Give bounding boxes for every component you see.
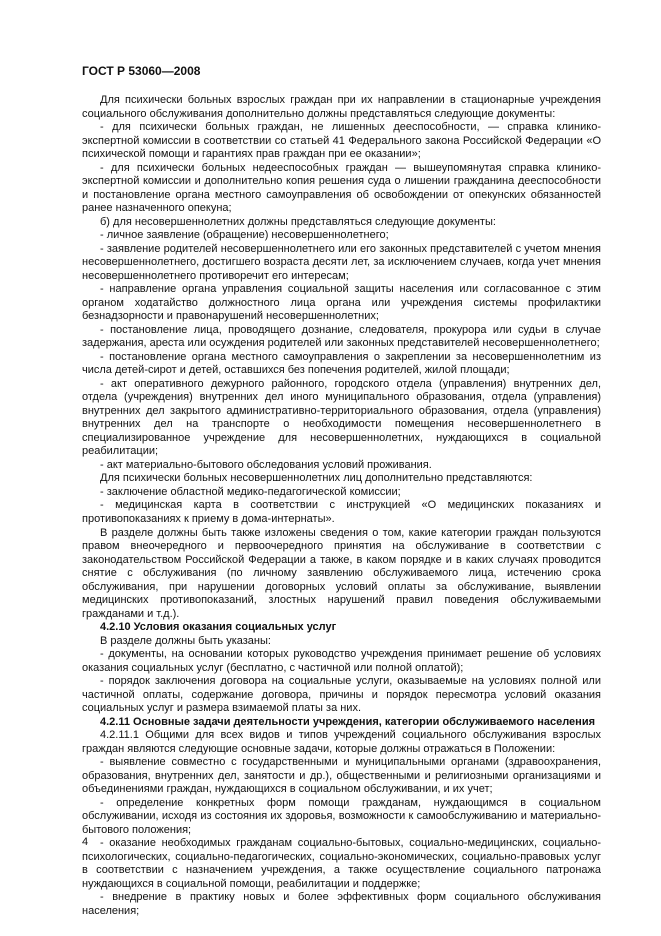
section-heading-4-2-11: 4.2.11 Основные задачи деятельности учреждения, категории обслуживаемого населения [100, 715, 595, 728]
section-heading-4-2-10: 4.2.10 Условия оказания социальных услуг [100, 621, 337, 634]
paragraph: - порядок заключения договора на социальные услуги, оказываемые на условиях полной или частичной оплаты, содержание договора, причины и порядок пересмотра условий оказания социальных услуг и размера взимаемой платы за них. [82, 675, 601, 715]
body-text [82, 94, 601, 918]
document-header: ГОСТ Р 53060—2008 [82, 64, 201, 78]
paragraph: - определение конкретных форм помощи гражданам, нуждающимся в социальном обслуживании, исходя из состояния их здоровья, возможности к самообслуживанию и материально-бытового положения; [82, 796, 601, 836]
paragraph: - для психически больных граждан, не лишенных дееспособности, — справка клинико-экспертной комиссии в соответствии со статьей 41 Федерального закона Российской Федерации «О психической помощи и гарантиях прав граждан при ее оказании»; [82, 121, 601, 161]
paragraph: - постановление лица, проводящего дознание, следователя, прокурора или судьи в случае задержания, ареста или осуждения родителей или законных представителей несовершеннолетнего; [82, 323, 601, 350]
paragraph: 4.2.11.1 Общими для всех видов и типов учреждений социального обслуживания взрослых граждан являются следующие основные задачи, которые должны отражаться в Положении: [82, 729, 601, 755]
paragraph: - заявление родителей несовершеннолетнего или его законных представителей с учетом мнения несовершеннолетнего, достигшего возраста десяти лет, за исключением случаев, когда учет мнения несовершеннолетнего противоречит его интересам; [82, 242, 601, 282]
paragraph: - для психически больных недееспособных граждан — вышеупомянутая справка клинико-экспертной комиссии и дополнительно копия решения суда о лишении гражданина дееспособности и постановление органа местного самоуправления об освобождении от опекунских обязанностей ранее назначенного опекуна; [82, 161, 601, 215]
paragraph: - направление органа управления социальной защиты населения или согласованное с этим органом ходатайство должностного лица органа или учреждения системы профилактики безнадзорности и правонарушений несовершеннолетних; [82, 283, 601, 323]
paragraph: - оказание необходимых гражданам социально-бытовых, социально-медицинских, социально-психологических, социально-педагогических, социально-экономических, социально-правовых услуг в соответствии с назначением учреждения, а также осуществление социального патронажа нуждающихся в социальной помощи, реабилитации и поддержке; [82, 837, 601, 890]
paragraph: В разделе должны быть указаны: [100, 634, 271, 647]
paragraph: - акт материально-бытового обследования условий проживания. [100, 458, 432, 471]
paragraph: - медицинская карта в соответствии с инструкцией «О медицинских показаниях и противопоказаниях к приему в дома-интернаты». [82, 499, 601, 525]
page-number: 4 [82, 836, 89, 848]
paragraph: - акт оперативного дежурного районного, городского отдела (управления) внутренних дел, отдела (учреждения) внутренних дел иного муниципального образования, отдела (управления) внутренних дел закрытого административно-территориального образования, отдела (управления) внутренних дел на транспорте о необходимости помещения несовершеннолетнего в специализированное учреждение для несовершеннолетних, нуждающихся в социальной реабилитации; [82, 377, 601, 458]
paragraph: - документы, на основании которых руководство учреждения принимает решение об условиях оказания социальных услуг (бесплатно, с частичной или полной оплатой); [82, 648, 601, 674]
paragraph: - заключение областной медико-педагогической комиссии; [100, 485, 401, 498]
paragraph: - личное заявление (обращение) несовершеннолетнего; [100, 229, 389, 242]
paragraph: В разделе должны быть также изложены сведения о том, какие категории граждан пользуются правом внеочередного и первоочередного принятия на обслуживание в соответствии с законодательством Российской Федерации а также, в каком порядке и в каких случаях проводится снятие с обслуживания (по личному заявлению обслуживаемого лица, истечению срока обслуживания, при нарушении договорных условий оплаты за обслуживание, выявлении медицинских противопоказаний, злостных нарушений правил поведения обслуживаемыми гражданами и т.д.). [82, 526, 601, 620]
paragraph: - постановление органа местного самоуправления о закреплении за несовершеннолетним из числа детей-сирот и детей, оставшихся без попечения родителей, жилой площади; [82, 350, 601, 377]
paragraph: б) для несовершеннолетних должны представляться следующие документы: [100, 215, 496, 228]
paragraph: - выявление совместно с государственными и муниципальными органами (здравоохранения, образования, внутренних дел, занятости и др.), общественными и религиозными организациями и объединениями граждан, нуждающихся в социальном обслуживании, и их учет; [82, 756, 601, 796]
paragraph: Для психически больных взрослых граждан при их направлении в стационарные учреждения социального обслуживания дополнительно должны представляться следующие документы: [82, 94, 601, 120]
paragraph: Для психически больных несовершеннолетних лиц дополнительно представляются: [100, 472, 533, 485]
paragraph: - внедрение в практику новых и более эффективных форм социального обслуживания населения; [82, 891, 601, 917]
